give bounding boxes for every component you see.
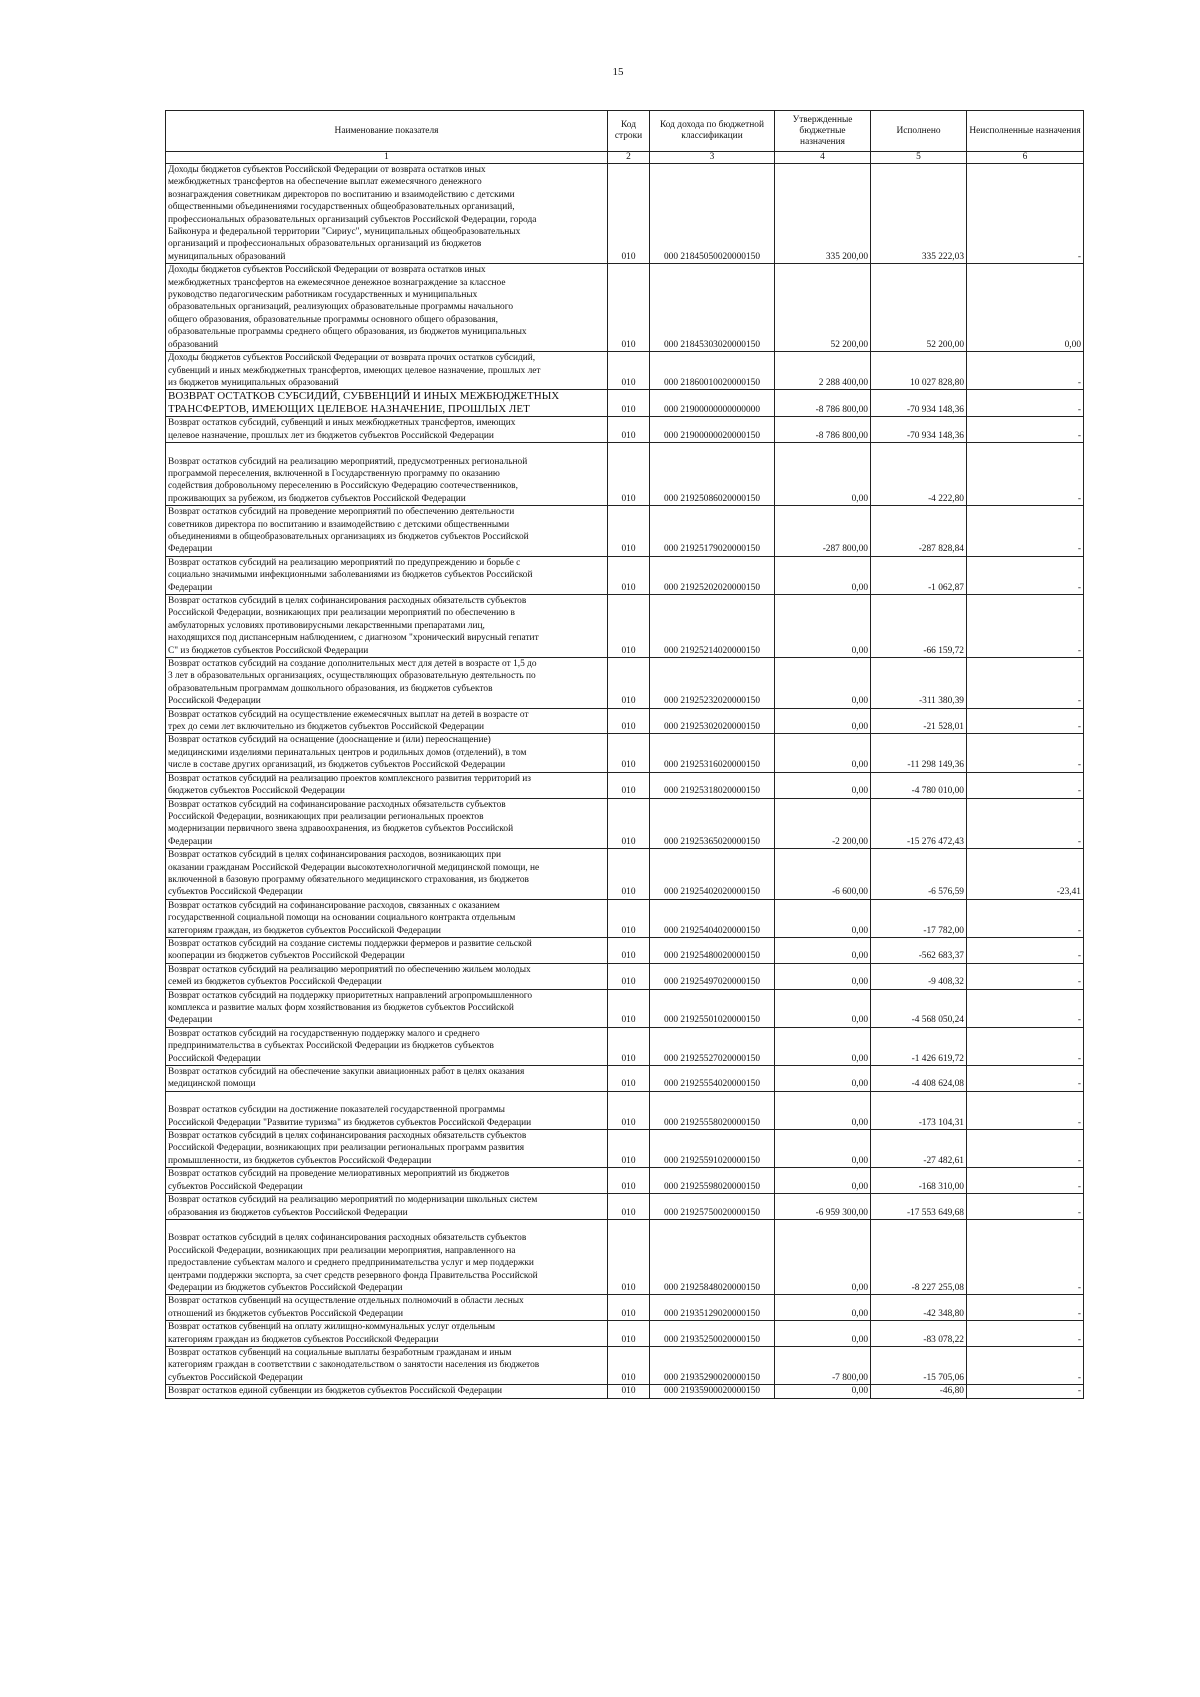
- row-name: Возврат остатков субсидии на достижение показателей государственной программы Российской Федерации "Развитие туризма" из бюджетов субъектов Российской Федерации: [166, 1091, 608, 1129]
- row-income-code: 000 21925214020000150: [650, 595, 775, 658]
- row-approved: 0,00: [775, 595, 871, 658]
- row-name: Возврат остатков субсидий на реализацию мероприятий, предусмотренных региональной программой переселения, включенной в Государственную программу по оказанию содействия добровольному переселению в Российскую Федерацию соотечественников, проживающих за рубежом, из бюджетов субъектов Российской Федерации: [166, 443, 608, 506]
- row-name: Возврат остатков субвенций на оплату жилищно-коммунальных услуг отдельным категориям граждан из бюджетов субъектов Российской Федерации: [166, 1321, 608, 1347]
- row-executed: -1 426 619,72: [871, 1027, 967, 1065]
- row-approved: 0,00: [775, 658, 871, 709]
- row-income-code: 000 21925318020000150: [650, 772, 775, 798]
- row-unexecuted: -: [967, 899, 1084, 937]
- row-income-code: 000 21935290020000150: [650, 1346, 775, 1384]
- row-name: ВОЗВРАТ ОСТАТКОВ СУБСИДИЙ, СУБВЕНЦИЙ И ИНЫХ МЕЖБЮДЖЕТНЫХ ТРАНСФЕРТОВ, ИМЕЮЩИХ ЦЕЛЕВОЕ НАЗНАЧЕНИЕ, ПРОШЛЫХ ЛЕТ: [166, 390, 608, 417]
- row-name: Возврат остатков единой субвенции из бюджетов субъектов Российской Федерации: [166, 1385, 608, 1398]
- row-approved: 0,00: [775, 899, 871, 937]
- row-unexecuted: -: [967, 443, 1084, 506]
- row-line-code: 010: [608, 164, 650, 264]
- row-name: Возврат остатков субсидий на проведение мероприятий по обеспечению деятельности советников директора по воспитанию и взаимодействию с детскими общественными объединениями в общеобразовательных организациях из бюджетов субъектов Российской Федерации: [166, 506, 608, 557]
- row-approved: -6 600,00: [775, 849, 871, 900]
- column-number: 4: [775, 152, 871, 164]
- row-approved: 2 288 400,00: [775, 352, 871, 390]
- row-unexecuted: -: [967, 556, 1084, 594]
- row-line-code: 010: [608, 443, 650, 506]
- table-row: [166, 1027, 1084, 1065]
- row-executed: -4 568 050,24: [871, 989, 967, 1027]
- row-line-code: 010: [608, 1091, 650, 1129]
- column-number: 2: [608, 152, 650, 164]
- row-approved: -7 800,00: [775, 1346, 871, 1384]
- row-unexecuted: 0,00: [967, 264, 1084, 352]
- row-executed: -46,80: [871, 1385, 967, 1398]
- row-line-code: 010: [608, 1219, 650, 1294]
- row-income-code: 000 21935129020000150: [650, 1295, 775, 1321]
- row-approved: -6 959 300,00: [775, 1194, 871, 1220]
- row-line-code: 010: [608, 390, 650, 417]
- row-approved: 0,00: [775, 556, 871, 594]
- row-income-code: 000 21925501020000150: [650, 989, 775, 1027]
- row-line-code: 010: [608, 1321, 650, 1347]
- row-line-code: 010: [608, 1168, 650, 1194]
- table-row: [166, 1321, 1084, 1347]
- row-unexecuted: -: [967, 937, 1084, 963]
- report-table: [165, 110, 1084, 1399]
- row-executed: -11 298 149,36: [871, 734, 967, 772]
- table-row: [166, 708, 1084, 734]
- row-unexecuted: -: [967, 658, 1084, 709]
- row-executed: -8 227 255,08: [871, 1219, 967, 1294]
- row-executed: -17 782,00: [871, 899, 967, 937]
- row-approved: 0,00: [775, 708, 871, 734]
- row-executed: 52 200,00: [871, 264, 967, 352]
- row-unexecuted: -: [967, 390, 1084, 417]
- table-row: [166, 1091, 1084, 1129]
- row-name: Возврат остатков субсидий на создание системы поддержки фермеров и развитие сельской кооперации из бюджетов субъектов Российской Федерации: [166, 937, 608, 963]
- row-name: Возврат остатков субсидий на обеспечение закупки авиационных работ в целях оказания медицинской помощи: [166, 1066, 608, 1092]
- row-approved: 0,00: [775, 1066, 871, 1092]
- row-name: Возврат остатков субсидий на софинансирование расходных обязательств субъектов Российской Федерации, возникающих при реализации региональных проектов модернизации первичного звена здравоохранения, из бюджетов субъектов Российской Федерации: [166, 798, 608, 849]
- column-number: 3: [650, 152, 775, 164]
- row-income-code: 000 21900000000000000: [650, 390, 775, 417]
- row-approved: 0,00: [775, 443, 871, 506]
- table-row: [166, 658, 1084, 709]
- row-name: Возврат остатков субсидий в целях софинансирования расходных обязательств субъектов Российской Федерации, возникающих при реализации мероприятий по обеспечению в амбулаторных условиях противовирусными лекарственными препаратами лиц, находящихся под диспансерным наблюдением, с диагнозом "хронический вирусный гепатит C" из бюджетов субъектов Российской Федерации: [166, 595, 608, 658]
- table-row: [166, 1219, 1084, 1294]
- header-approved: Утвержденные бюджетные назначения: [775, 111, 871, 152]
- row-name: Возврат остатков субсидий в целях софинансирования расходов, возникающих при оказании гражданам Российской Федерации высокотехнологичной медицинской помощи, не включенной в базовую программу обязательного медицинского страхования, из бюджетов субъектов Российской Федерации: [166, 849, 608, 900]
- row-line-code: 010: [608, 1194, 650, 1220]
- row-unexecuted: -: [967, 1194, 1084, 1220]
- row-income-code: 000 21925497020000150: [650, 963, 775, 989]
- table-row: [166, 352, 1084, 390]
- row-unexecuted: -: [967, 1130, 1084, 1168]
- row-approved: 0,00: [775, 1219, 871, 1294]
- row-name: Возврат остатков субсидий на осуществление ежемесячных выплат на детей в возрасте от трех до семи лет включительно из бюджетов субъектов Российской Федерации: [166, 708, 608, 734]
- row-executed: 335 222,03: [871, 164, 967, 264]
- row-line-code: 010: [608, 1066, 650, 1092]
- row-line-code: 010: [608, 937, 650, 963]
- row-name: Возврат остатков субсидий на реализацию проектов комплексного развития территорий из бюджетов субъектов Российской Федерации: [166, 772, 608, 798]
- row-line-code: 010: [608, 989, 650, 1027]
- row-approved: 0,00: [775, 989, 871, 1027]
- row-unexecuted: -: [967, 1321, 1084, 1347]
- row-name: Возврат остатков субсидий на создание дополнительных мест для детей в возрасте от 1,5 до 3 лет в образовательных организациях, осуществляющих образовательную деятельность по образовательным программам дошкольного образования, из бюджетов субъектов Российской Федерации: [166, 658, 608, 709]
- table-row: [166, 734, 1084, 772]
- row-executed: -15 705,06: [871, 1346, 967, 1384]
- row-line-code: 010: [608, 595, 650, 658]
- table-row: [166, 899, 1084, 937]
- row-name: Возврат остатков субсидий на реализацию мероприятий по обеспечению жильем молодых семей из бюджетов субъектов Российской Федерации: [166, 963, 608, 989]
- row-unexecuted: -: [967, 1168, 1084, 1194]
- row-line-code: 010: [608, 556, 650, 594]
- header-line-code: Код строки: [608, 111, 650, 152]
- row-executed: -27 482,61: [871, 1130, 967, 1168]
- row-unexecuted: -: [967, 164, 1084, 264]
- row-income-code: 000 21935250020000150: [650, 1321, 775, 1347]
- table-row: [166, 963, 1084, 989]
- row-income-code: 000 21845050020000150: [650, 164, 775, 264]
- row-line-code: 010: [608, 798, 650, 849]
- row-unexecuted: -: [967, 417, 1084, 443]
- table-row: [166, 595, 1084, 658]
- row-line-code: 010: [608, 1385, 650, 1398]
- row-name: Возврат остатков субсидий на реализацию мероприятий по предупреждению и борьбе с социально значимыми инфекционными заболеваниями из бюджетов субъектов Российской Федерации: [166, 556, 608, 594]
- table-row: [166, 417, 1084, 443]
- row-executed: -70 934 148,36: [871, 417, 967, 443]
- row-executed: -83 078,22: [871, 1321, 967, 1347]
- row-income-code: 000 21925848020000150: [650, 1219, 775, 1294]
- row-executed: -21 528,01: [871, 708, 967, 734]
- row-line-code: 010: [608, 708, 650, 734]
- column-number: 6: [967, 152, 1084, 164]
- table-row: [166, 264, 1084, 352]
- column-number: 5: [871, 152, 967, 164]
- row-income-code: 000 21925179020000150: [650, 506, 775, 557]
- row-income-code: 000 21860010020000150: [650, 352, 775, 390]
- row-approved: 335 200,00: [775, 164, 871, 264]
- row-executed: -168 310,00: [871, 1168, 967, 1194]
- table-row: [166, 937, 1084, 963]
- row-income-code: 000 21925591020000150: [650, 1130, 775, 1168]
- page-number: 15: [612, 66, 624, 78]
- header-unexecuted: Неисполненные назначения: [967, 111, 1084, 152]
- header-row: [166, 111, 1084, 152]
- row-name: Возврат остатков субсидий в целях софинансирования расходных обязательств субъектов Российской Федерации, возникающих при реализации региональных программ развития промышленности, из бюджетов субъектов Российской Федерации: [166, 1130, 608, 1168]
- header-executed: Исполнено: [871, 111, 967, 152]
- row-executed: -287 828,84: [871, 506, 967, 557]
- row-approved: 0,00: [775, 937, 871, 963]
- row-line-code: 010: [608, 1130, 650, 1168]
- table-row: [166, 506, 1084, 557]
- row-income-code: 000 21925402020000150: [650, 849, 775, 900]
- row-line-code: 010: [608, 963, 650, 989]
- row-name: Доходы бюджетов субъектов Российской Федерации от возврата прочих остатков субсидий, субвенций и иных межбюджетных трансфертов, имеющих целевое назначение, прошлых лет из бюджетов муниципальных образований: [166, 352, 608, 390]
- row-executed: -4 222,80: [871, 443, 967, 506]
- row-unexecuted: -: [967, 772, 1084, 798]
- row-approved: -2 200,00: [775, 798, 871, 849]
- row-unexecuted: -: [967, 798, 1084, 849]
- table-row: [166, 798, 1084, 849]
- row-approved: 0,00: [775, 1027, 871, 1065]
- row-executed: -562 683,37: [871, 937, 967, 963]
- row-approved: -8 786 800,00: [775, 417, 871, 443]
- row-approved: 0,00: [775, 1091, 871, 1129]
- row-name: Доходы бюджетов субъектов Российской Федерации от возврата остатков иных межбюджетных трансфертов на ежемесячное денежное вознаграждение за классное руководство педагогическим работникам государственных и муниципальных образовательных организаций, реализующих образовательные программы начального общего образования, образовательные программы основного общего образования, образовательные программы среднего общего образования, из бюджетов муниципальных образований: [166, 264, 608, 352]
- row-income-code: 000 21925302020000150: [650, 708, 775, 734]
- row-income-code: 000 21925558020000150: [650, 1091, 775, 1129]
- report-body: [166, 164, 1084, 1399]
- row-approved: -287 800,00: [775, 506, 871, 557]
- table-row: [166, 1346, 1084, 1384]
- table-row: [166, 1295, 1084, 1321]
- row-line-code: 010: [608, 417, 650, 443]
- row-unexecuted: -: [967, 1027, 1084, 1065]
- row-income-code: 000 21925750020000150: [650, 1194, 775, 1220]
- row-executed: -6 576,59: [871, 849, 967, 900]
- table-row: [166, 1130, 1084, 1168]
- row-approved: 0,00: [775, 734, 871, 772]
- table-row: [166, 849, 1084, 900]
- table-row: [166, 1066, 1084, 1092]
- row-line-code: 010: [608, 1027, 650, 1065]
- row-approved: 0,00: [775, 1321, 871, 1347]
- table-row: [166, 556, 1084, 594]
- row-executed: -1 062,87: [871, 556, 967, 594]
- row-executed: -4 780 010,00: [871, 772, 967, 798]
- row-executed: -4 408 624,08: [871, 1066, 967, 1092]
- table-row: [166, 443, 1084, 506]
- row-name: Возврат остатков субсидий на реализацию мероприятий по модернизации школьных систем образования из бюджетов субъектов Российской Федерации: [166, 1194, 608, 1220]
- row-line-code: 010: [608, 352, 650, 390]
- row-name: Возврат остатков субсидий, субвенций и иных межбюджетных трансфертов, имеющих целевое назначение, прошлых лет из бюджетов субъектов Российской Федерации: [166, 417, 608, 443]
- row-unexecuted: -23,41: [967, 849, 1084, 900]
- row-line-code: 010: [608, 506, 650, 557]
- header-name: Наименование показателя: [166, 111, 608, 152]
- row-approved: -8 786 800,00: [775, 390, 871, 417]
- table-row: [166, 1194, 1084, 1220]
- table-row: [166, 164, 1084, 264]
- row-executed: -311 380,39: [871, 658, 967, 709]
- row-line-code: 010: [608, 849, 650, 900]
- row-unexecuted: -: [967, 595, 1084, 658]
- row-income-code: 000 21925598020000150: [650, 1168, 775, 1194]
- row-name: Возврат остатков субвенций на осуществление отдельных полномочий в области лесных отношений из бюджетов субъектов Российской Федерации: [166, 1295, 608, 1321]
- row-executed: -15 276 472,43: [871, 798, 967, 849]
- row-unexecuted: -: [967, 963, 1084, 989]
- row-unexecuted: -: [967, 506, 1084, 557]
- table-row: [166, 989, 1084, 1027]
- row-approved: 0,00: [775, 1295, 871, 1321]
- row-executed: -17 553 649,68: [871, 1194, 967, 1220]
- row-approved: 0,00: [775, 963, 871, 989]
- row-income-code: 000 21925480020000150: [650, 937, 775, 963]
- row-unexecuted: -: [967, 1219, 1084, 1294]
- row-unexecuted: -: [967, 734, 1084, 772]
- row-unexecuted: -: [967, 1066, 1084, 1092]
- row-name: Возврат остатков субсидий на софинансирование расходов, связанных с оказанием государственной социальной помощи на основании социального контракта отдельным категориям граждан, из бюджетов субъектов Российской Федерации: [166, 899, 608, 937]
- row-line-code: 010: [608, 772, 650, 798]
- row-executed: -42 348,80: [871, 1295, 967, 1321]
- row-unexecuted: -: [967, 1295, 1084, 1321]
- row-name: Возврат остатков субсидий на оснащение (дооснащение и (или) переоснащение) медицинскими изделиями перинатальных центров и родильных домов (отделений), в том числе в составе других организаций, из бюджетов субъектов Российской Федерации: [166, 734, 608, 772]
- row-unexecuted: -: [967, 352, 1084, 390]
- row-approved: 52 200,00: [775, 264, 871, 352]
- row-line-code: 010: [608, 264, 650, 352]
- row-unexecuted: -: [967, 989, 1084, 1027]
- row-approved: 0,00: [775, 1168, 871, 1194]
- row-name: Возврат остатков субвенций на социальные выплаты безработным гражданам и иным категориям граждан в соответствии с законодательством о занятости населения из бюджетов субъектов Российской Федерации: [166, 1346, 608, 1384]
- row-unexecuted: -: [967, 1385, 1084, 1398]
- column-number: 1: [166, 152, 608, 164]
- column-number-row: [166, 152, 1084, 164]
- row-line-code: 010: [608, 899, 650, 937]
- row-executed: -173 104,31: [871, 1091, 967, 1129]
- row-income-code: 000 21925554020000150: [650, 1066, 775, 1092]
- row-executed: -70 934 148,36: [871, 390, 967, 417]
- row-line-code: 010: [608, 734, 650, 772]
- row-income-code: 000 21925404020000150: [650, 899, 775, 937]
- row-approved: 0,00: [775, 772, 871, 798]
- row-income-code: 000 21925202020000150: [650, 556, 775, 594]
- row-name: Возврат остатков субсидий на проведение мелиоративных мероприятий из бюджетов субъектов Российской Федерации: [166, 1168, 608, 1194]
- table-row: [166, 1385, 1084, 1398]
- row-name: Возврат остатков субсидий на поддержку приоритетных направлений агропромышленного комплекса и развитие малых форм хозяйствования из бюджетов субъектов Российской Федерации: [166, 989, 608, 1027]
- table-row: [166, 772, 1084, 798]
- row-income-code: 000 21925086020000150: [650, 443, 775, 506]
- row-executed: -9 408,32: [871, 963, 967, 989]
- row-income-code: 000 21925232020000150: [650, 658, 775, 709]
- row-approved: 0,00: [775, 1385, 871, 1398]
- header-income-code: Код дохода по бюджетной классификации: [650, 111, 775, 152]
- row-income-code: 000 21845303020000150: [650, 264, 775, 352]
- row-line-code: 010: [608, 658, 650, 709]
- row-income-code: 000 21925365020000150: [650, 798, 775, 849]
- row-line-code: 010: [608, 1295, 650, 1321]
- row-executed: -66 159,72: [871, 595, 967, 658]
- row-name: Возврат остатков субсидий на государственную поддержку малого и среднего предпринимательства в субъектах Российской Федерации из бюджетов субъектов Российской Федерации: [166, 1027, 608, 1065]
- table-row: [166, 1168, 1084, 1194]
- row-income-code: 000 21925527020000150: [650, 1027, 775, 1065]
- row-line-code: 010: [608, 1346, 650, 1384]
- row-unexecuted: -: [967, 1091, 1084, 1129]
- row-income-code: 000 21900000020000150: [650, 417, 775, 443]
- row-unexecuted: -: [967, 708, 1084, 734]
- row-name: Доходы бюджетов субъектов Российской Федерации от возврата остатков иных межбюджетных трансфертов на обеспечение выплат ежемесячного денежного вознаграждения советникам директоров по воспитанию и взаимодействию с детскими общественными объединениями государственных общеобразовательных организаций, профессиональных образовательных организаций субъектов Российской Федерации, города Байконура и федеральной территории "Сириус", муниципальных общеобразовательных организаций и профессиональных образовательных организаций из бюджетов муниципальных образований: [166, 164, 608, 264]
- table-row: [166, 390, 1084, 417]
- row-name: Возврат остатков субсидий в целях софинансирования расходных обязательств субъектов Российской Федерации, возникающих при реализации мероприятия, направленного на предоставление субъектам малого и среднего предпринимательства услуг и мер поддержки центрами поддержки экспорта, за счет средств резервного фонда Правительства Российской Федерации из бюджетов субъектов Российской Федерации: [166, 1219, 608, 1294]
- row-income-code: 000 21925316020000150: [650, 734, 775, 772]
- row-approved: 0,00: [775, 1130, 871, 1168]
- row-executed: 10 027 828,80: [871, 352, 967, 390]
- row-income-code: 000 21935900020000150: [650, 1385, 775, 1398]
- row-unexecuted: -: [967, 1346, 1084, 1384]
